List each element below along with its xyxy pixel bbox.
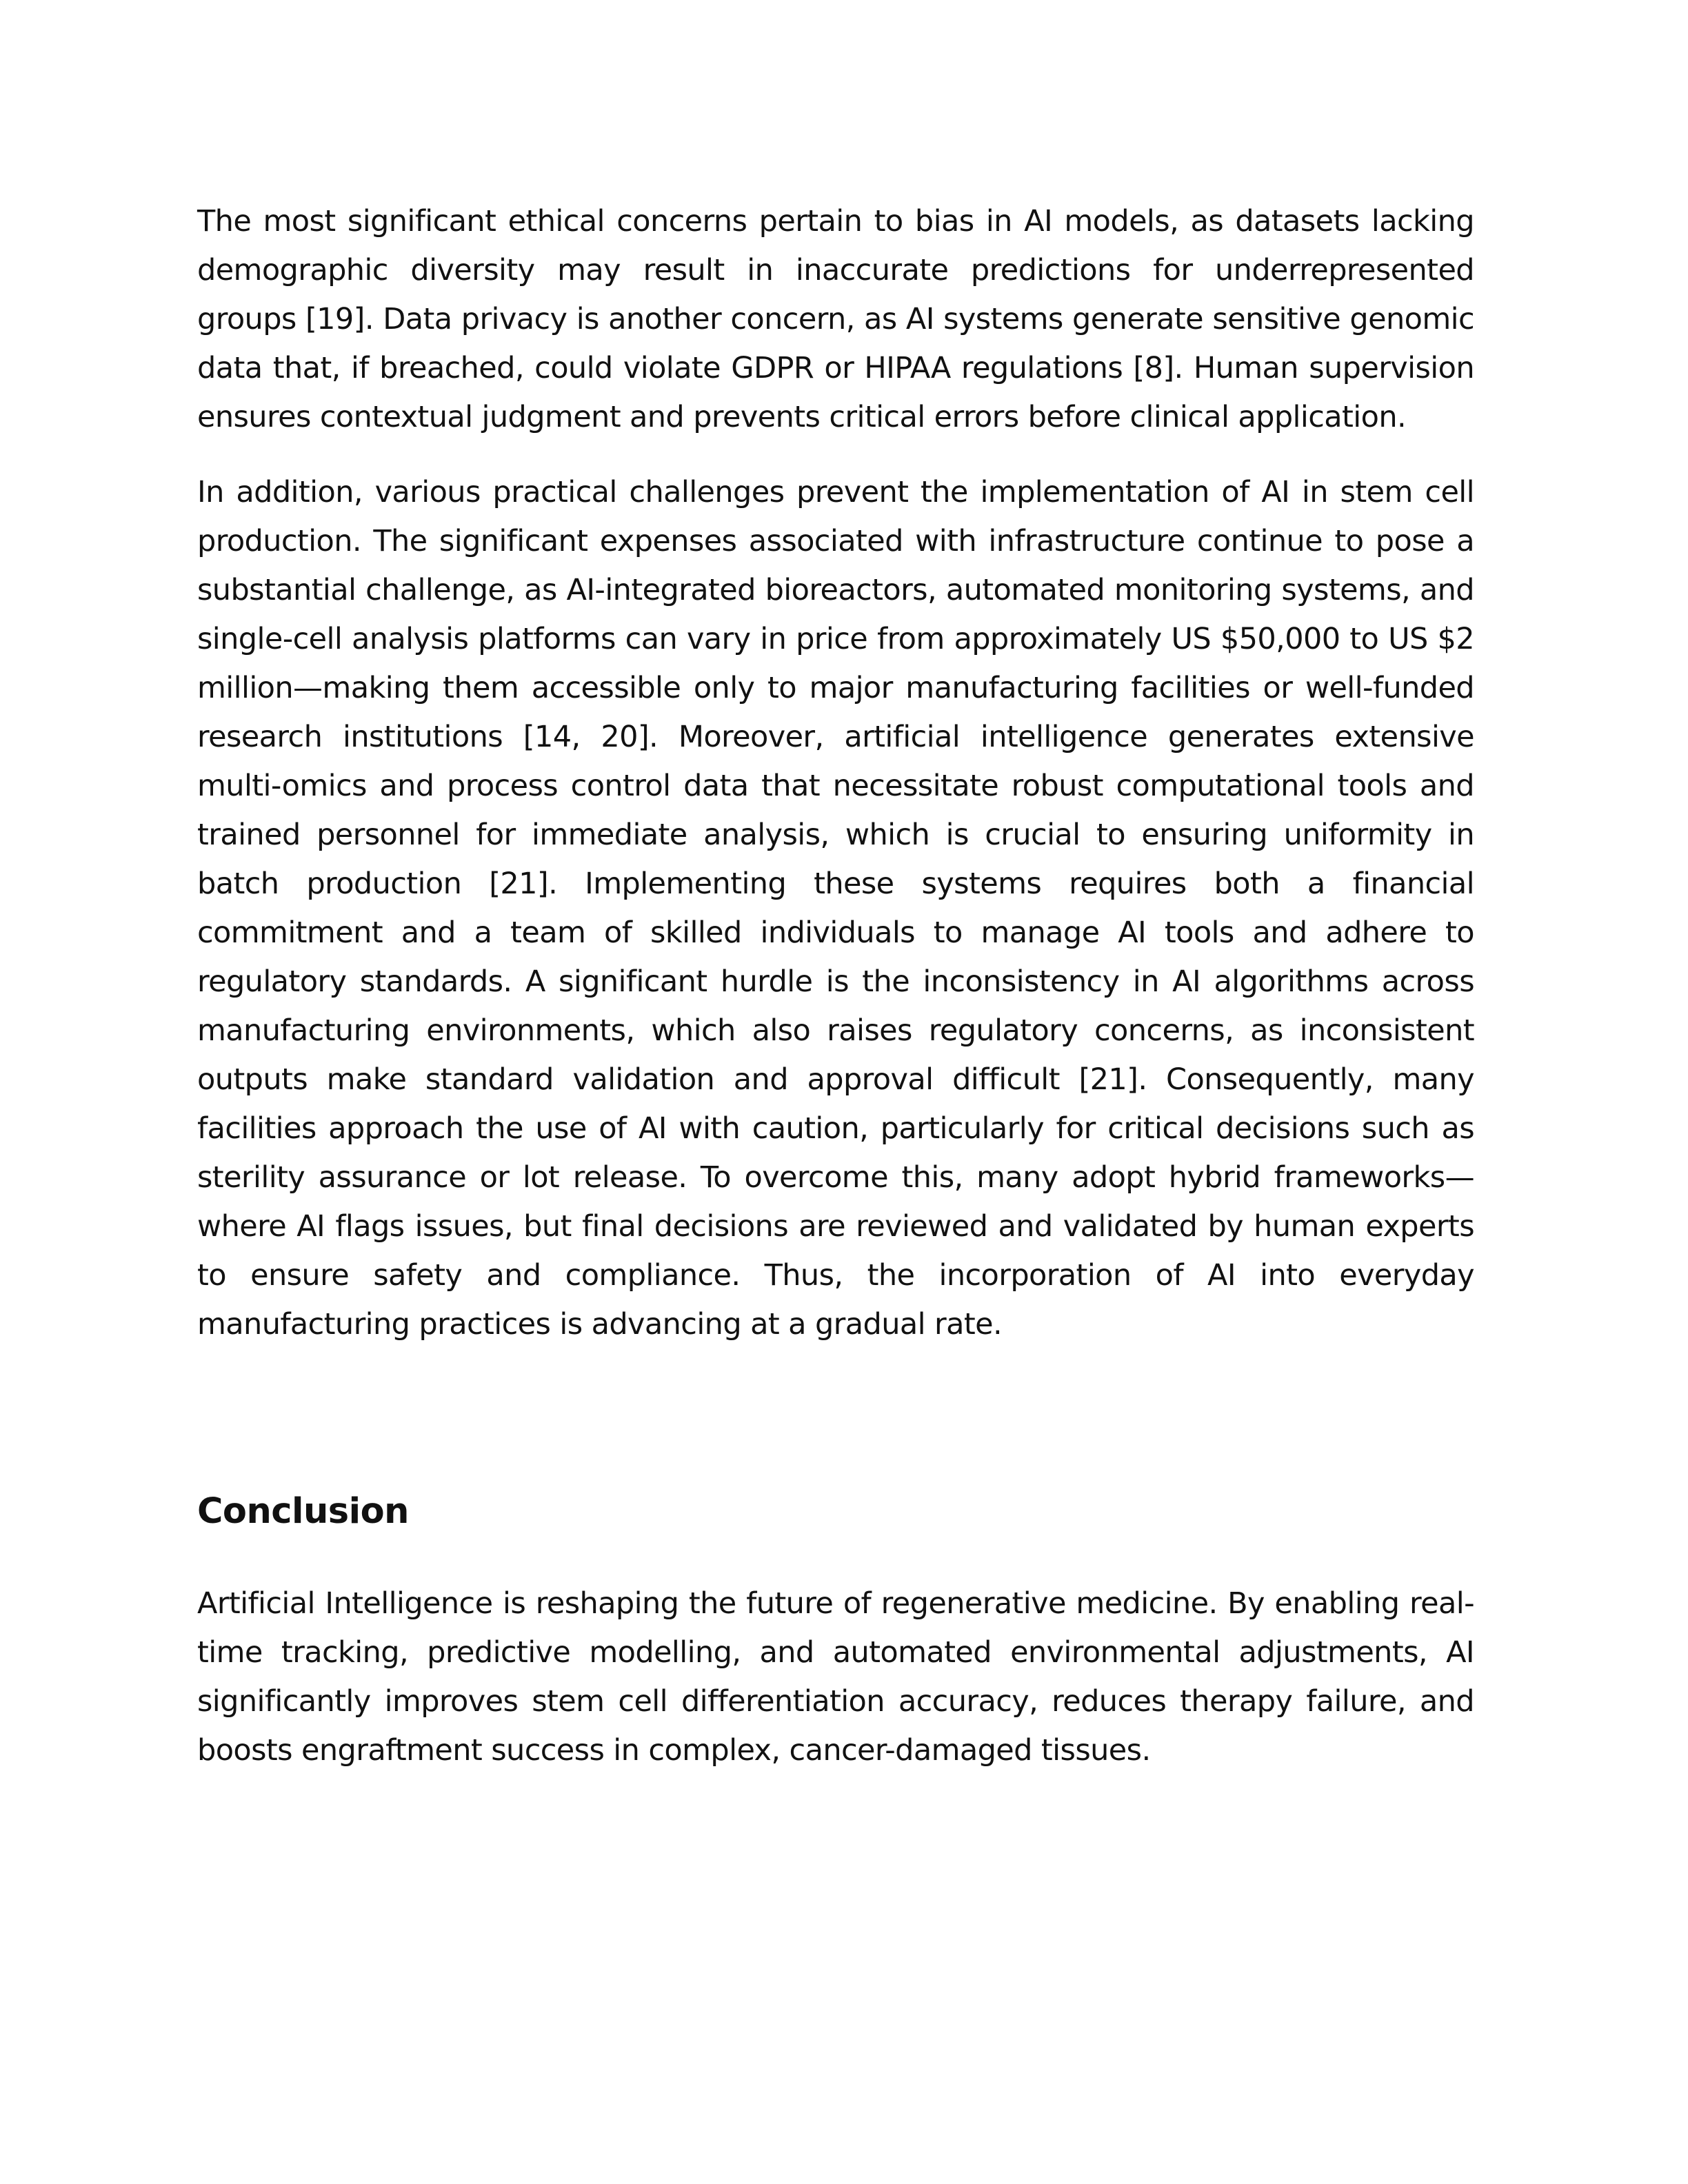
paragraph-conclusion: Artificial Intelligence is reshaping the future of regenerative medicine. By enabling real-time tracking, predictive modelling, and automated environmental adjustments, AI significantly improves stem cell differentiation accuracy, reduces therapy failure, and boosts engraftment success in complex, cancer-damaged tissues. — [197, 1586, 1474, 1768]
paragraph-ethical-concerns: The most significant ethical concerns pertain to bias in AI models, as datasets lacking demographic diversity may result in inaccurate predictions for underrepresented groups [19]. Data privacy is another concern, as AI systems generate sensitive genomic data that, if breached, could violate GDPR or HIPAA regulations [8]. Human supervision ensures contextual judgment and prevents critical errors before clinical application. — [197, 204, 1474, 434]
section-heading-conclusion: Conclusion — [197, 1491, 409, 1532]
document-body — [197, 197, 1474, 1775]
paragraph-practical-challenges: In addition, various practical challenges prevent the implementation of AI in stem cell production. The significant expenses associated with infrastructure continue to pose a substantial challenge, as AI-integrated bioreactors, automated monitoring systems, and single-cell analysis platforms can vary in price from approximately US $50,000 to US $2 million—making them accessible only to major manufacturing facilities or well-funded research institutions [14, 20]. Moreover, artificial intelligence generates extensive multi-omics and process control data that necessitate robust computational tools and trained personnel for immediate analysis, which is crucial to ensuring uniformity in batch production [21]. Implementing these systems requires both a financial commitment and a team of skilled individuals to manage AI tools and adhere to regulatory standards. A significant hurdle is the inconsistency in AI algorithms across manufacturing environments, which also raises regulatory concerns, as inconsistent outputs make standard validation and approval difficult [21]. Consequently, many facilities approach the use of AI with caution, particularly for critical decisions such as sterility assurance or lot release. To overcome this, many adopt hybrid frameworks—where AI flags issues, but final decisions are reviewed and validated by human experts to ensure safety and compliance. Thus, the incorporation of AI into everyday manufacturing practices is advancing at a gradual rate. — [197, 475, 1474, 1342]
